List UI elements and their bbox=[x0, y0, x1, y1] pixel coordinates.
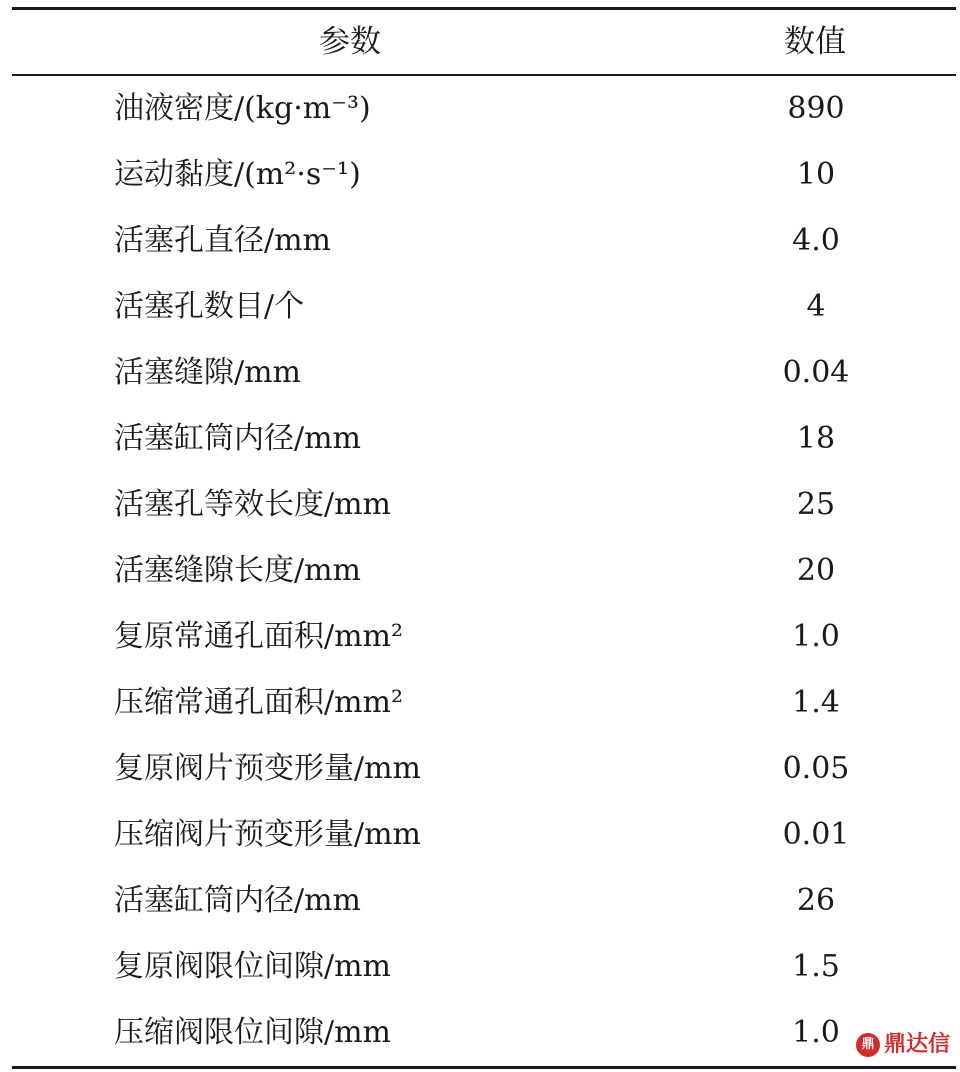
table-row bbox=[0, 274, 960, 340]
row-param: 活塞孔等效长度/mm bbox=[114, 487, 392, 522]
row-value: 0.04 bbox=[782, 355, 850, 390]
row-value: 1.0 bbox=[792, 1015, 840, 1050]
row-param: 复原阀限位间隙/mm bbox=[114, 949, 392, 984]
row-value: 20 bbox=[796, 553, 836, 588]
watermark-logo-icon: 鼎 bbox=[856, 1033, 880, 1057]
watermark bbox=[856, 1030, 950, 1060]
header-value: 数值 bbox=[784, 24, 846, 60]
table-row bbox=[0, 868, 960, 934]
row-value: 0.05 bbox=[782, 751, 850, 786]
row-param: 运动黏度/(m²·s⁻¹) bbox=[114, 157, 361, 192]
row-param: 活塞孔数目/个 bbox=[114, 289, 305, 324]
row-param: 压缩阀片预变形量/mm bbox=[114, 817, 422, 852]
table-row bbox=[0, 208, 960, 274]
table-row bbox=[0, 934, 960, 1000]
table-row bbox=[0, 406, 960, 472]
row-param: 活塞缸筒内径/mm bbox=[114, 883, 362, 918]
row-param: 复原阀片预变形量/mm bbox=[114, 751, 422, 786]
row-value: 1.0 bbox=[792, 619, 840, 654]
row-param: 复原常通孔面积/mm² bbox=[114, 619, 404, 654]
row-value: 1.5 bbox=[792, 949, 840, 984]
table-row bbox=[0, 670, 960, 736]
table-row bbox=[0, 1000, 960, 1066]
row-value: 4.0 bbox=[792, 223, 840, 258]
header-param: 参数 bbox=[319, 24, 381, 60]
table-row bbox=[0, 76, 960, 142]
row-param: 油液密度/(kg·m⁻³) bbox=[114, 91, 371, 126]
watermark-text: 鼎达信 bbox=[883, 1032, 950, 1057]
table-row bbox=[0, 142, 960, 208]
table-row bbox=[0, 538, 960, 604]
row-param: 压缩常通孔面积/mm² bbox=[114, 685, 404, 720]
row-value: 4 bbox=[806, 289, 826, 324]
row-value: 1.4 bbox=[792, 685, 840, 720]
row-param: 活塞缸筒内径/mm bbox=[114, 421, 362, 456]
table-row bbox=[0, 472, 960, 538]
table-row bbox=[0, 604, 960, 670]
row-value: 890 bbox=[787, 91, 845, 126]
row-value: 18 bbox=[796, 421, 836, 456]
table-row bbox=[0, 340, 960, 406]
table-row bbox=[0, 736, 960, 802]
row-param: 活塞孔直径/mm bbox=[114, 223, 332, 258]
table-bottom-rule bbox=[12, 1066, 956, 1069]
table-row bbox=[0, 802, 960, 868]
row-param: 活塞缝隙/mm bbox=[114, 355, 302, 390]
row-value: 25 bbox=[796, 487, 836, 522]
row-value: 10 bbox=[796, 157, 836, 192]
table-top-rule bbox=[12, 7, 956, 10]
row-param: 压缩阀限位间隙/mm bbox=[114, 1015, 392, 1050]
row-value: 26 bbox=[796, 883, 836, 918]
row-param: 活塞缝隙长度/mm bbox=[114, 553, 362, 588]
row-value: 0.01 bbox=[782, 817, 850, 852]
